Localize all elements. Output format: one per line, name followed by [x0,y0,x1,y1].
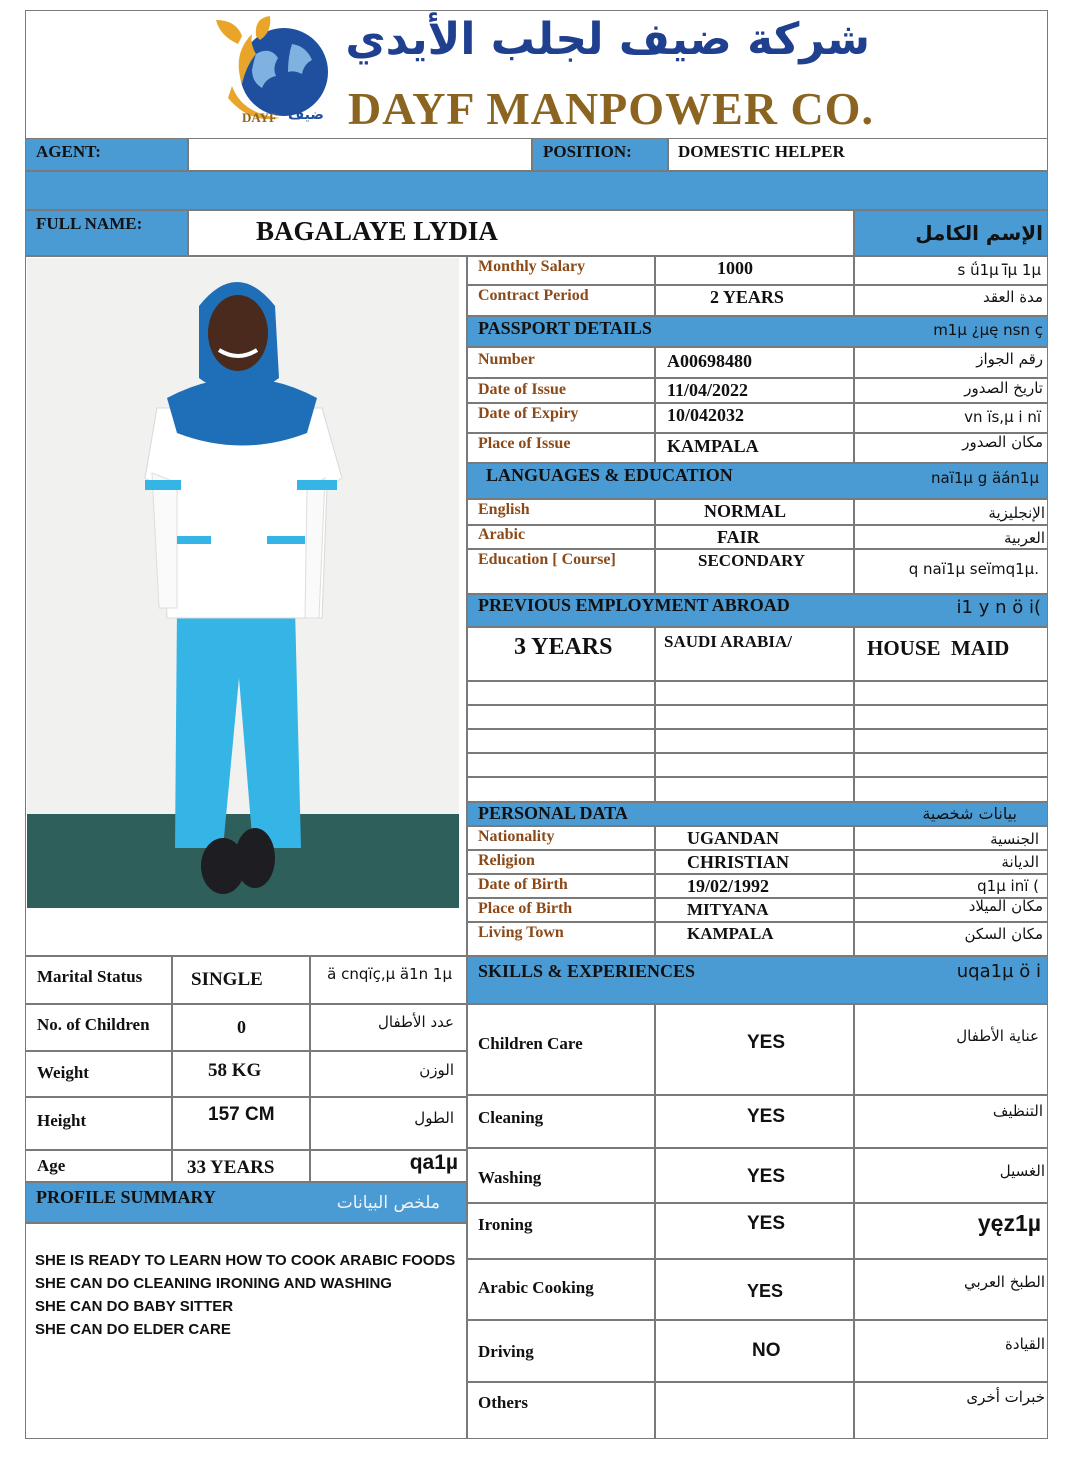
height-label-cell [25,1097,172,1150]
fullname-label: FULL NAME: [36,214,143,233]
issue-date-ar-cell [854,378,1048,403]
expiry-date-value-cell [655,403,854,433]
religion-value: CHRISTIAN [687,852,790,872]
children-value: 0 [237,1017,246,1037]
education-label: Education [ Course] [478,551,616,568]
agent-label-cell [25,138,188,171]
religion-label: Religion [478,852,535,869]
english-ar-cell [854,499,1048,525]
height-label: Height [37,1111,87,1130]
skill-cleaning-ar-cell [854,1095,1048,1148]
contract-value: 2 YEARS [710,287,784,307]
religion-value-cell [655,850,854,874]
nationality-value-cell [655,826,854,850]
employment-empty-row [655,681,854,705]
skill-others-label: Others [478,1393,529,1412]
employment-empty-row [854,705,1048,729]
dob-value-cell [655,874,854,898]
skill-cooking-label: Arabic Cooking [478,1278,594,1297]
nationality-ar-cell [854,826,1048,850]
logo-caption-ar: ضيف [288,107,324,123]
expiry-date-ar-cell [854,403,1048,433]
children-ar: عدد الأطفال [378,1013,454,1031]
dob-ar: ) q1µ inï [977,877,1039,895]
issue-date-label: Date of Issue [478,381,566,398]
height-value: 157 CM [208,1104,275,1125]
town-value: KAMPALA [687,924,774,943]
personal-title-ar: بيانات شخصية [922,804,1017,823]
employment-duration-cell [467,627,655,681]
passport-number-label-cell [467,347,655,378]
salary-ar-cell [854,256,1048,285]
skill-others-label-cell [467,1382,655,1439]
issue-date-ar: تاريخ الصدور [964,379,1043,397]
employment-empty-row [854,753,1048,777]
fullname-value-cell [188,210,854,256]
employment-empty-row [467,705,655,729]
town-ar: مكان السكن [964,925,1043,943]
skill-driving-ar-cell [854,1320,1048,1382]
english-value: NORMAL [704,501,786,521]
arabic-label: Arabic [478,526,526,543]
profile-body [25,1223,467,1439]
skill-driving-label-cell [467,1320,655,1382]
languages-title: LANGUAGES & EDUCATION [486,465,733,485]
company-logo [212,14,334,126]
skill-children-value-cell [655,1004,854,1095]
marital-label: Marital Status [37,967,143,986]
position-label-cell [532,138,668,171]
skill-children-value: YES [747,1032,786,1053]
skill-ironing-value-cell [655,1203,854,1259]
expiry-date-value: 10/042032 [667,405,745,425]
issue-date-value: 11/04/2022 [667,380,749,400]
skill-washing-ar-cell [854,1148,1048,1203]
issue-place-label-cell [467,433,655,463]
height-ar: الطول [414,1109,454,1127]
employment-empty-row [854,681,1048,705]
profile-line: SHE CAN DO ELDER CARE [35,1321,231,1338]
arabic-value-cell [655,525,854,549]
employment-empty-row [854,729,1048,753]
weight-value-cell [172,1051,310,1097]
skill-children-ar: عناية الأطفال [956,1027,1039,1045]
nationality-ar: الجنسية [990,830,1039,848]
skills-title-ar: uqa1µ ö i [956,961,1041,982]
skill-ironing-ar: yęz1µ [977,1210,1041,1236]
profile-line: SHE CAN DO BABY SITTER [35,1298,234,1315]
skill-cooking-label-cell [467,1259,655,1320]
skill-ironing-label: Ironing [478,1215,533,1234]
employment-empty-row [854,777,1048,802]
weight-value: 58 KG [208,1060,262,1081]
marital-label-cell [25,956,172,1004]
languages-header [467,463,1048,499]
profile-line: SHE CAN DO CLEANING IRONING AND WASHING [35,1275,392,1292]
issue-place-ar: مكان الصدور [962,433,1043,451]
photo-cell-border [25,256,467,956]
skill-others-ar-cell [854,1382,1048,1439]
profile-header [25,1182,467,1223]
profile-line: SHE IS READY TO LEARN HOW TO COOK ARABIC FOODS [35,1252,456,1269]
agent-value-cell [188,138,532,171]
profile-title-ar: ملخص البيانات [336,1193,440,1213]
weight-ar: الوزن [419,1061,454,1079]
height-ar-cell [310,1097,467,1150]
employment-empty-row [655,777,854,802]
age-ar: qa1µ [409,1151,458,1174]
skill-washing-label: Washing [478,1168,542,1187]
employment-country: SAUDI ARABIA/ [664,632,792,651]
town-label: Living Town [478,924,564,941]
salary-value: 1000 [717,258,753,278]
children-value-cell [172,1004,310,1051]
town-ar-cell [854,922,1048,956]
fullname-label-cell [25,210,188,256]
employment-empty-row [467,729,655,753]
english-label-cell [467,499,655,525]
salary-value-cell [655,256,854,285]
age-label-cell [25,1150,172,1182]
nationality-label-cell [467,826,655,850]
issue-place-label: Place of Issue [478,435,571,452]
marital-value-cell [172,956,310,1004]
skill-children-ar-cell [854,1004,1048,1095]
employment-duration: 3 YEARS [514,634,613,660]
personal-title: PERSONAL DATA [478,803,628,823]
employment-empty-row [655,753,854,777]
salary-ar: s ǘ1µ ï̈µ 1µ [957,261,1041,279]
issue-date-value-cell [655,378,854,403]
skill-children-label: Children Care [478,1034,583,1053]
employment-empty-row [467,753,655,777]
skill-cooking-value-cell [655,1259,854,1320]
employment-title: PREVIOUS EMPLOYMENT ABROAD [478,595,790,615]
skill-ironing-label-cell [467,1203,655,1259]
employment-empty-row [655,729,854,753]
children-ar-cell [310,1004,467,1051]
contract-ar-cell [854,285,1048,316]
passport-number-label: Number [478,351,535,368]
personal-header [467,802,1048,826]
skill-cooking-ar-cell [854,1259,1048,1320]
skill-driving-ar: القيادة [1005,1335,1045,1353]
english-ar: الإنجليزية [988,504,1045,522]
salary-label: Monthly Salary [478,258,586,275]
skills-header [467,956,1048,1004]
skill-cooking-value: YES [747,1281,784,1301]
skill-cleaning-value: YES [747,1106,786,1127]
skill-driving-value-cell [655,1320,854,1382]
employment-role: HOUSE MAID [867,636,1010,660]
position-label: POSITION: [543,142,632,161]
religion-label-cell [467,850,655,874]
education-label-cell [467,549,655,594]
nationality-label: Nationality [478,828,555,845]
employment-empty-row [467,681,655,705]
skill-ironing-ar-cell [854,1203,1048,1259]
religion-ar: الديانة [1001,853,1039,871]
passport-title-ar: m1µ ¿µę nsn ç [933,321,1043,339]
contract-ar: مدة العقد [983,288,1043,306]
employment-empty-row [655,705,854,729]
passport-header [467,316,1048,347]
fullname-ar: الإسم الكامل [915,221,1043,245]
town-value-cell [655,922,854,956]
education-ar-cell [854,549,1048,594]
contract-label: Contract Period [478,287,589,304]
skill-driving-label: Driving [478,1342,534,1361]
marital-value: SINGLE [191,969,263,990]
passport-number-ar-cell [854,347,1048,378]
issue-place-ar-cell [854,433,1048,463]
pob-value-cell [655,898,854,922]
skill-washing-value-cell [655,1148,854,1203]
english-label: English [478,501,530,518]
skill-others-ar: خبرات أخرى [966,1388,1045,1406]
skill-cooking-ar: الطبخ العربي [964,1273,1045,1291]
skill-cleaning-ar: التنظيف [992,1102,1043,1120]
arabic-label-cell [467,525,655,549]
arabic-ar: العربية [1004,529,1045,547]
arabic-value: FAIR [717,527,760,547]
issue-place-value: KAMPALA [667,436,759,456]
english-value-cell [655,499,854,525]
pob-value: MITYANA [687,900,769,919]
employment-title-ar: )i1 y n ö i [956,597,1041,618]
pob-ar: مكان الميلاد [968,898,1043,915]
education-value: SECONDARY [698,551,806,570]
agent-label: AGENT: [36,142,101,161]
skill-driving-value: NO [752,1340,781,1361]
height-value-cell [172,1097,310,1150]
skill-cleaning-label: Cleaning [478,1108,544,1127]
pob-label: Place of Birth [478,900,573,917]
passport-number-value-cell [655,347,854,378]
weight-ar-cell [310,1051,467,1097]
contract-label-cell [467,285,655,316]
profile-title: PROFILE SUMMARY [36,1187,216,1207]
company-name-english: DAYF MANPOWER CO. [348,83,874,134]
nationality-value: UGANDAN [687,828,779,848]
position-value: DOMESTIC HELPER [678,142,845,161]
dob-label-cell [467,874,655,898]
education-value-cell [655,549,854,594]
logo-caption-en: DAYF [242,110,277,125]
weight-label-cell [25,1051,172,1097]
employment-country-cell [655,627,854,681]
education-ar: .q naï1µ seïmq1µ [908,560,1039,578]
passport-number-value: A00698480 [667,351,752,371]
skill-cleaning-label-cell [467,1095,655,1148]
position-value-cell [668,138,1048,171]
blue-band [25,171,1048,210]
issue-place-value-cell [655,433,854,463]
skill-cleaning-value-cell [655,1095,854,1148]
issue-date-label-cell [467,378,655,403]
children-label: No. of Children [37,1015,150,1034]
fullname-ar-cell [854,210,1048,256]
skill-washing-ar: الغسيل [999,1162,1045,1180]
expiry-date-ar: vn ïs,µ i nï [964,408,1041,426]
pob-ar-cell [854,898,1048,922]
marital-ar: ä cnqïç,µ ä1n 1µ [327,965,452,983]
age-value-cell [172,1150,310,1182]
pob-label-cell [467,898,655,922]
expiry-date-label-cell [467,403,655,433]
expiry-date-label: Date of Expiry [478,405,579,422]
age-label: Age [37,1156,66,1175]
employment-empty-row [467,777,655,802]
town-label-cell [467,922,655,956]
arabic-ar-cell [854,525,1048,549]
weight-label: Weight [37,1063,89,1082]
children-label-cell [25,1004,172,1051]
employment-role-cell [854,627,1048,681]
passport-number-ar: رقم الجواز [976,350,1043,368]
dob-label: Date of Birth [478,876,568,893]
skill-others-value-cell [655,1382,854,1439]
dob-value: 19/02/1992 [687,876,770,896]
passport-title: PASSPORT DETAILS [478,318,652,338]
dob-ar-cell [854,874,1048,898]
employment-header [467,594,1048,627]
fullname-value: BAGALAYE LYDIA [256,216,498,246]
skill-ironing-value: YES [747,1213,786,1234]
languages-title-ar: naï1µ g äán1µ [931,469,1039,487]
skill-washing-label-cell [467,1148,655,1203]
skill-children-label-cell [467,1004,655,1095]
religion-ar-cell [854,850,1048,874]
age-ar-cell [310,1150,467,1182]
marital-ar-cell [310,956,467,1004]
company-name-arabic: شركة ضيف لجلب الأيدي [345,14,870,65]
skill-washing-value: YES [747,1166,786,1187]
contract-value-cell [655,285,854,316]
skills-title: SKILLS & EXPERIENCES [478,961,696,981]
salary-label-cell [467,256,655,285]
age-value: 33 YEARS [187,1157,275,1178]
